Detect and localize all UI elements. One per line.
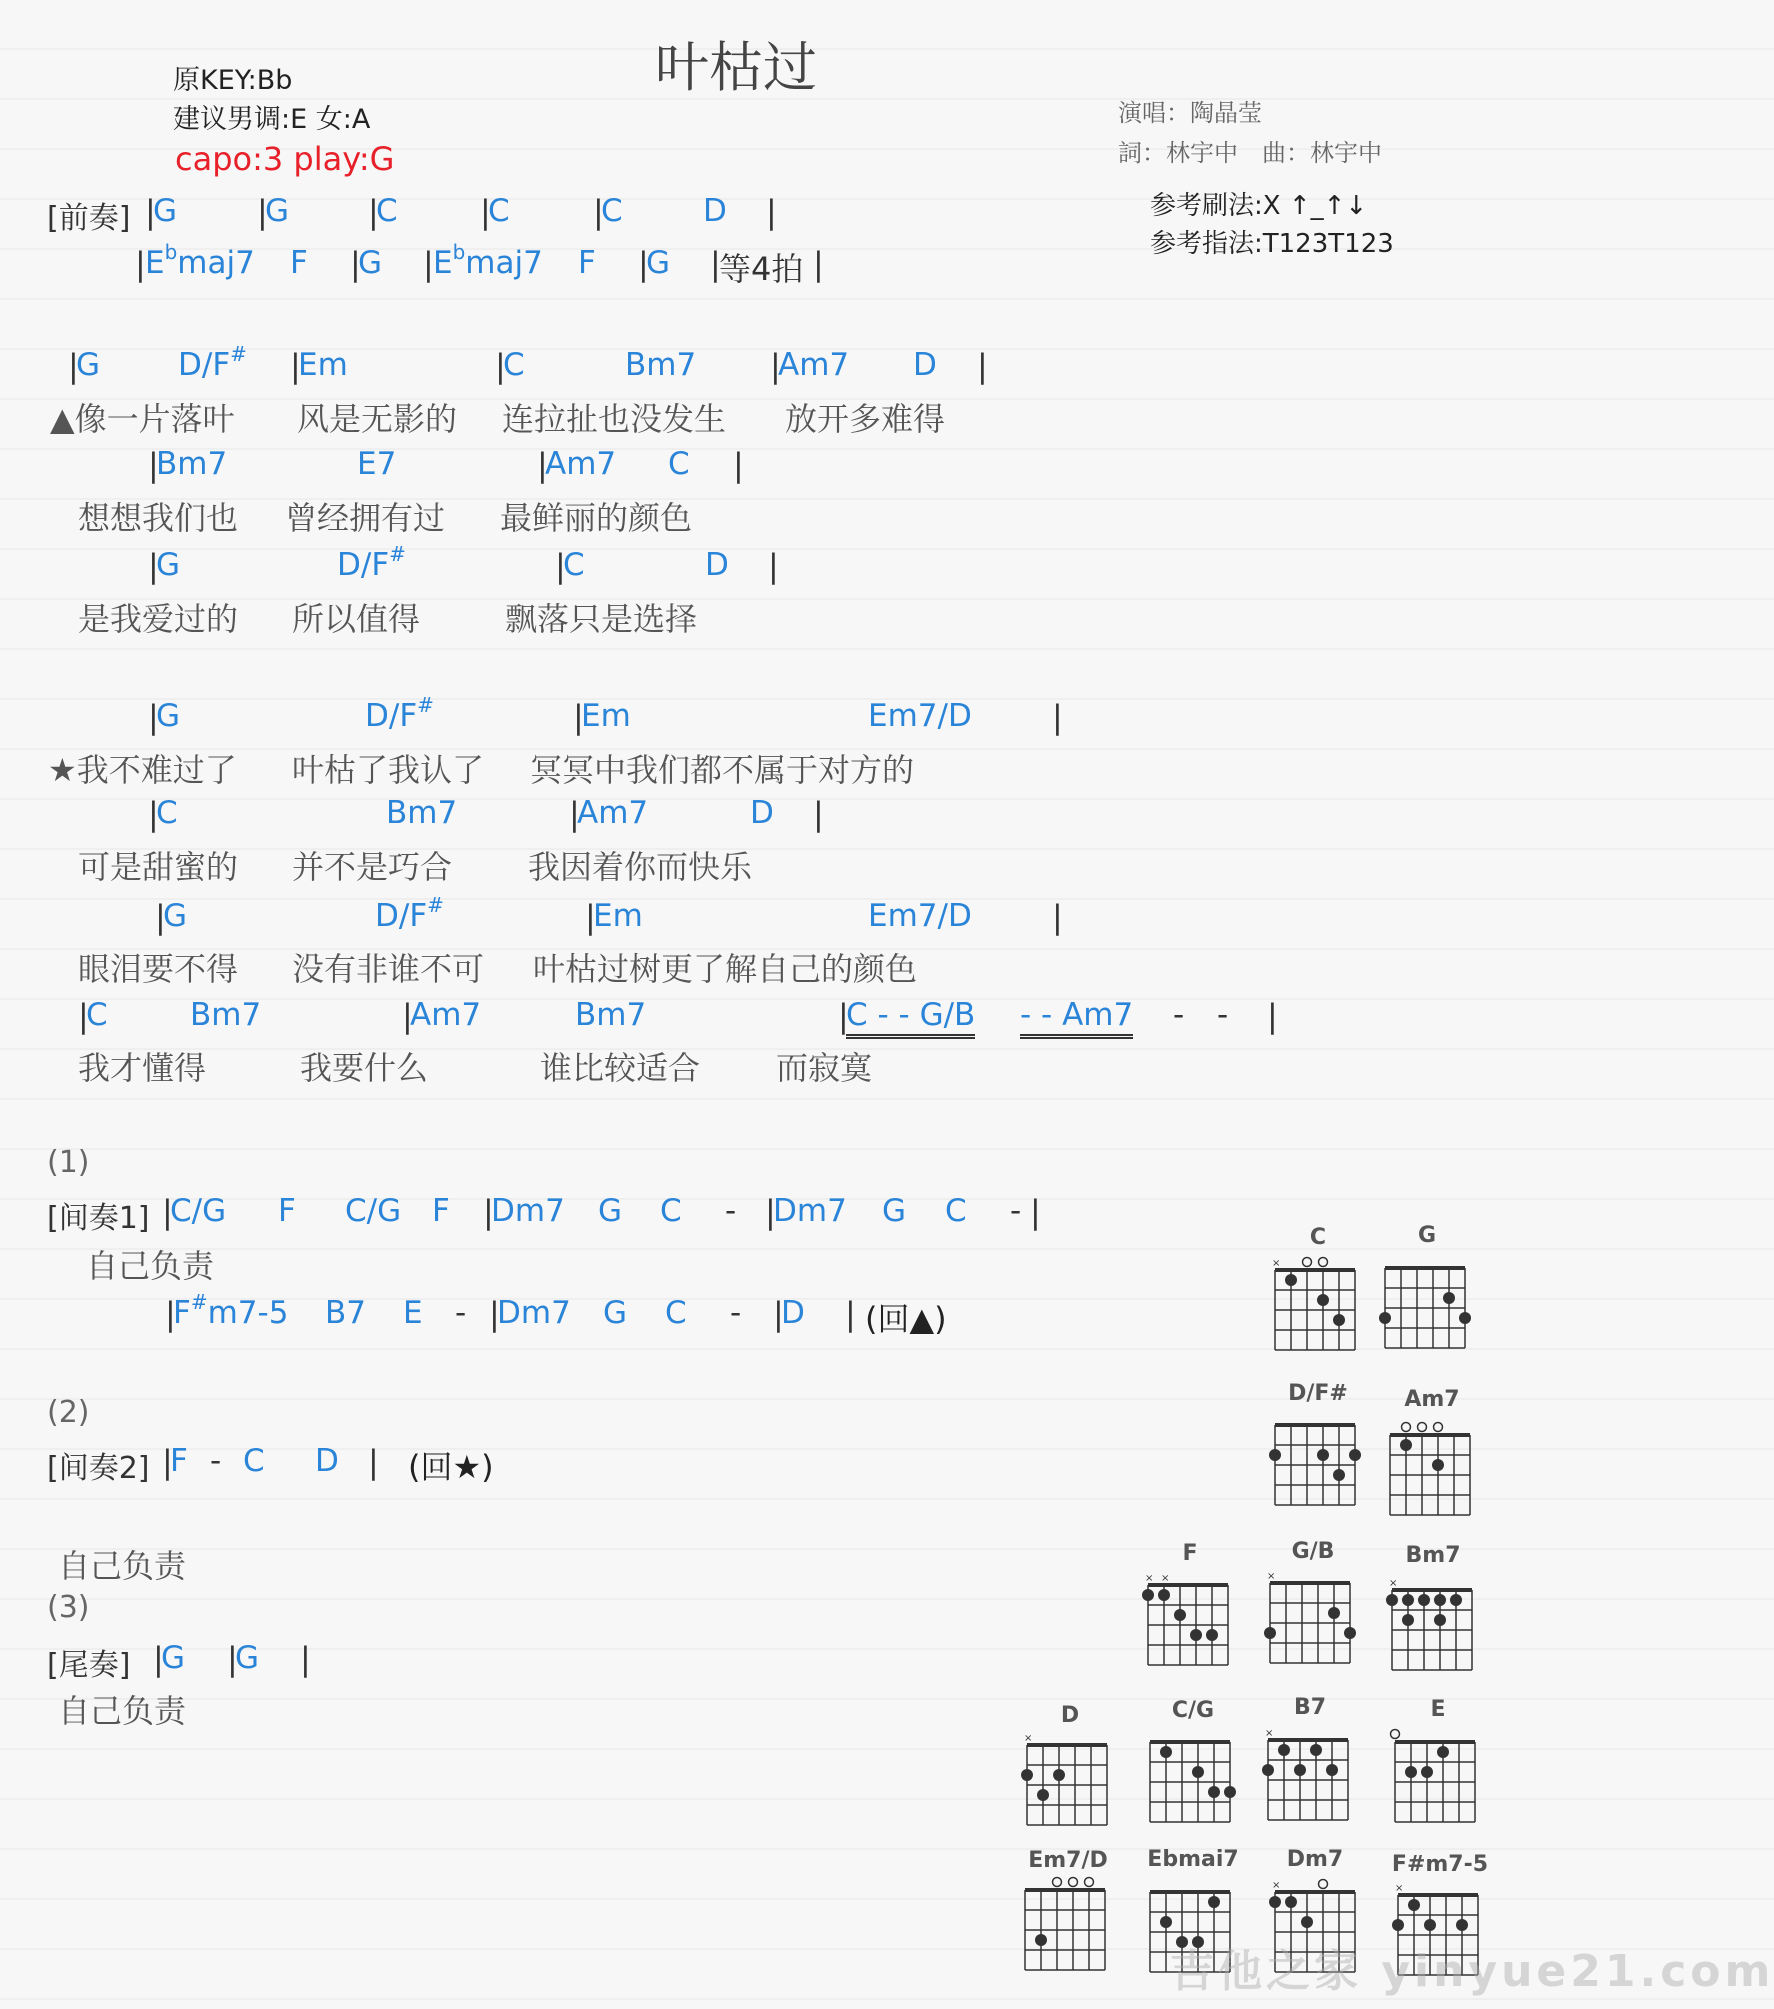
lyric: ★我不难过了 [48,751,237,789]
chord: C [243,1443,265,1479]
barline: | [148,698,159,736]
lyric: 曾经拥有过 [285,499,446,537]
chord-tied-c-gb: C - - G/B [846,997,975,1039]
finger-dot [1037,1789,1049,1801]
barline: | [165,1295,176,1333]
chord-diagram-c [1265,1256,1365,1360]
barline: | [537,446,548,484]
chord-dfsharp: D/F# [375,893,444,934]
chord: Em [298,347,348,383]
finger-dot [1392,1919,1404,1931]
chord: C [601,193,623,229]
dash: - [210,1443,222,1479]
open-string-marker [1391,1730,1400,1739]
chord-diagram-f [1138,1571,1238,1675]
diagram-label-g: G [1417,1223,1437,1248]
finger-dot [1434,1614,1446,1626]
muted-string-marker: × [1265,1728,1274,1739]
diagram-label-g-b: G/B [1291,1539,1335,1564]
open-string-marker [1319,1880,1328,1889]
finger-dot [1190,1629,1202,1641]
finger-dot [1424,1919,1436,1931]
writer-credit: 詞：林宇中 曲：林宇中 [1118,139,1382,167]
lyric: 我因着你而快乐 [528,848,753,886]
chord: G [163,898,188,934]
chord: C [660,1193,682,1229]
song-title: 叶枯过 [655,36,817,99]
finger-dot [1402,1614,1414,1626]
muted-string-marker: × [1395,1883,1404,1894]
lyric: 眼泪要不得 [78,950,239,988]
chord: G [603,1295,628,1331]
finger-dot [1269,1449,1281,1461]
barline: | [148,446,159,484]
chord: D [705,547,729,583]
suggested-key: 建议男调:E 女:A [173,104,371,135]
diagram-label-dm7: Dm7 [1286,1847,1344,1872]
finger-dot [1310,1744,1322,1756]
finger-dot [1386,1594,1398,1606]
barline: | [773,1295,784,1333]
diagram-label-em7-d: Em7/D [1028,1848,1108,1873]
diagram-label-e: E [1430,1697,1446,1722]
finger-dot [1432,1459,1444,1471]
chord: F [278,1193,296,1229]
chord: Dm7 [497,1295,571,1331]
barline: | [1267,997,1278,1035]
lyric: 我才懂得 [78,1049,207,1087]
muted-string-marker: × [1024,1733,1033,1744]
chord-dfsharp: D/F# [178,342,247,383]
finger-dot [1142,1589,1154,1601]
barline: | [423,245,434,283]
muted-string-marker: × [1267,1571,1276,1582]
lyric: 并不是巧合 [292,848,453,886]
finger-dot [1333,1469,1345,1481]
barline: | [573,698,584,736]
diagram-label-c-g: C/G [1171,1698,1215,1723]
watermark: 吉他之家 yinyue21.com [1170,1946,1774,1997]
lyric: 谁比较适合 [540,1049,701,1087]
chord: G [76,347,101,383]
lyric: 自己负责 [58,1692,187,1730]
barline: | [290,347,301,385]
intro-label: [前奏] [47,201,131,236]
finger-dot [1269,1896,1281,1908]
chord: D [315,1443,339,1479]
dash: - [1217,997,1229,1033]
barline: | [710,245,721,283]
lyric: 连拉扯也没发生 [502,400,727,438]
finger-dot [1405,1766,1417,1778]
finger-dot [1208,1896,1220,1908]
finger-dot [1285,1274,1297,1286]
muted-string-marker: × [1272,1258,1281,1269]
finger-dot [1021,1769,1033,1781]
section-number: (3) [47,1590,90,1625]
diagram-label-c: C [1309,1225,1327,1250]
chord-ebmaj7: $E^bmaj7$ [433,240,543,281]
chord: E7 [357,446,397,482]
open-string-marker [1319,1258,1328,1267]
chord-dfsharp: D/F# [337,542,406,583]
open-string-marker [1402,1423,1411,1432]
finger-dot [1459,1312,1471,1324]
barline: | [368,193,379,231]
return-to-star: (回★) [408,1448,494,1486]
finger-dot [1264,1627,1276,1639]
chord: Em7/D [868,698,972,734]
open-string-marker [1434,1423,1443,1432]
capo-info: capo:3 play:G [175,140,395,178]
barline: | [845,1295,856,1333]
finger-dot [1421,1766,1433,1778]
chord: Am7 [545,446,617,482]
chord-diagram-g [1375,1254,1475,1358]
barline: | [768,547,779,585]
chord: F [290,245,308,281]
chord: Am7 [778,347,850,383]
finger-dot [1206,1629,1218,1641]
chord: G [161,1640,186,1676]
finger-dot [1278,1744,1290,1756]
chord: G [598,1193,623,1229]
diagram-label-ebmaj7: Ebmai7 [1147,1847,1239,1872]
wait-4-beats: 等4拍 [719,250,804,288]
chord: D [781,1295,805,1331]
lyric: 我要什么 [300,1049,429,1087]
lyric: 自己负责 [58,1547,187,1585]
barline: | [153,1640,164,1678]
finger-dot [1349,1449,1361,1461]
chord-diagram-d [1017,1731,1117,1835]
barline: | [162,1193,173,1231]
chord: D [703,193,727,229]
barline: | [489,1295,500,1333]
barline: | [483,1193,494,1231]
barline: | [813,795,824,833]
finger-dot [1317,1449,1329,1461]
return-to-triangle: (回▲) [865,1300,947,1338]
interlude2-label: [间奏2] [47,1451,150,1486]
chord-fsharp-m7-5: F#m7-5 [173,1290,289,1331]
finger-dot [1402,1594,1414,1606]
section-number: (1) [47,1145,90,1180]
lyric: 所以值得 [292,600,421,638]
barline: | [838,997,849,1035]
open-string-marker [1303,1258,1312,1267]
singer-credit: 演唱：陶晶莹 [1118,99,1262,127]
lyric: 叶枯过树更了解自己的颜色 [533,950,918,988]
barline: | [555,547,566,585]
barline: | [300,1640,311,1678]
dash: - [455,1295,467,1331]
chord: Em [581,698,631,734]
finger-dot [1379,1312,1391,1324]
diagram-label-d-fsharp: D/F# [1288,1381,1348,1406]
outro-label: [尾奏] [47,1648,131,1683]
barline: | [495,347,506,385]
barline: | [257,193,268,231]
finger-dot [1035,1934,1047,1946]
barline: | [145,193,156,231]
chord-diagram-g-b [1260,1569,1360,1673]
barline: | [638,245,649,283]
chord: C [945,1193,967,1229]
lyric: 是我爱过的 [78,600,239,638]
barline: | [155,898,166,936]
finger-dot [1192,1766,1204,1778]
chord: Bm7 [625,347,697,383]
chord: C [563,547,585,583]
dash: - [1010,1193,1022,1229]
finger-pattern: 参考指法:T123T123 [1150,229,1394,259]
chord: Bm7 [190,997,262,1033]
chord: Dm7 [491,1193,565,1229]
chord: Am7 [577,795,649,831]
chord: G [153,193,178,229]
muted-string-marker: × [1145,1573,1154,1584]
chord: B7 [325,1295,366,1331]
chord: Em7/D [868,898,972,934]
barline: | [78,997,89,1035]
chord: Em [593,898,643,934]
barline: | [68,347,79,385]
lyric: 放开多难得 [785,400,946,438]
finger-dot [1443,1292,1455,1304]
dash: - [1173,997,1185,1033]
chord-diagram-b7 [1258,1726,1358,1830]
chord: Dm7 [773,1193,847,1229]
chord-diagram-am7 [1380,1421,1480,1525]
lyric: 可是甜蜜的 [78,848,239,886]
lyric: 没有非谁不可 [292,950,485,988]
finger-dot [1418,1594,1430,1606]
barline: | [766,193,777,231]
finger-dot [1434,1594,1446,1606]
chord: F [432,1193,450,1229]
muted-string-marker: × [1161,1573,1170,1584]
open-string-marker [1069,1878,1078,1887]
barline: | [350,245,361,283]
lyric: 风是无影的 [297,400,458,438]
barline: | [135,245,146,283]
section-number: (2) [47,1395,90,1430]
lyric: 冥冥中我们都不属于对方的 [530,751,915,789]
finger-dot [1344,1627,1356,1639]
finger-dot [1294,1764,1306,1776]
muted-string-marker: × [1389,1578,1398,1589]
barline: | [569,795,580,833]
chord-diagram-d-fsharp [1265,1411,1365,1515]
chord-dfsharp: D/F# [365,693,434,734]
finger-dot [1333,1314,1345,1326]
chord: C/G [170,1193,227,1229]
chord: C [86,997,108,1033]
finger-dot [1262,1764,1274,1776]
finger-dot [1285,1896,1297,1908]
finger-dot [1053,1769,1065,1781]
finger-dot [1160,1916,1172,1928]
barline: | [227,1640,238,1678]
chord: D [750,795,774,831]
chord: G [235,1640,260,1676]
original-key: 原KEY:Bb [173,65,293,96]
barline: | [813,245,824,283]
barline: | [977,347,988,385]
barline: | [148,547,159,585]
finger-dot [1317,1294,1329,1306]
finger-dot [1326,1764,1338,1776]
finger-dot [1224,1786,1236,1798]
chord-diagram-bm7 [1382,1576,1482,1680]
chord: E [403,1295,423,1331]
finger-dot [1208,1786,1220,1798]
finger-dot [1174,1609,1186,1621]
barline: | [1030,1193,1041,1231]
barline: | [148,795,159,833]
barline: | [368,1443,379,1481]
chord: D [913,347,937,383]
lyric: 最鲜丽的颜色 [500,499,693,537]
open-string-marker [1053,1878,1062,1887]
chord-ebmaj7: $E^bmaj7$ [145,240,255,281]
chord: G [156,547,181,583]
barline: | [1052,898,1063,936]
barline: | [162,1443,173,1481]
interlude1-label: [间奏1] [47,1201,150,1236]
finger-dot [1158,1589,1170,1601]
diagram-label-b7: B7 [1293,1695,1327,1720]
diagram-label-fsharp-m7-5: F#m7-5 [1391,1852,1489,1877]
diagram-label-d: D [1060,1703,1080,1728]
lyric: 叶枯了我认了 [292,751,485,789]
chord: C [376,193,398,229]
finger-dot [1400,1439,1412,1451]
chord: C [503,347,525,383]
barline: | [733,446,744,484]
lyric: 想想我们也 [78,499,239,537]
chord: G [882,1193,907,1229]
diagram-label-f: F [1182,1541,1198,1566]
chord: C [156,795,178,831]
barline: | [1052,698,1063,736]
chord: C/G [345,1193,402,1229]
dash: - [730,1295,742,1331]
lyric: 自己负责 [86,1247,215,1285]
barline: | [480,193,491,231]
lyric: 而寂寞 [776,1049,873,1087]
lyric: ▲像一片落叶 [50,400,235,438]
chord: G [156,698,181,734]
open-string-marker [1085,1878,1094,1887]
muted-string-marker: × [1272,1880,1281,1891]
dash: - [725,1193,737,1229]
chord-diagram-c-g [1140,1728,1240,1832]
chord-tied-am7: - - Am7 [1020,997,1133,1033]
barline: | [402,997,413,1035]
chord: Bm7 [575,997,647,1033]
chord: Bm7 [386,795,458,831]
chord: G [265,193,290,229]
diagram-label-am7: Am7 [1404,1387,1460,1412]
chord: C [668,446,690,482]
barline: | [593,193,604,231]
finger-dot [1408,1899,1420,1911]
strum-pattern: 参考刷法:X ↑_↑↓ [1150,191,1368,221]
finger-dot [1328,1607,1340,1619]
open-string-marker [1418,1423,1427,1432]
lyric: 飘落只是选择 [505,600,698,638]
chord: Am7 [410,997,482,1033]
barline: | [770,347,781,385]
chord: C [665,1295,687,1331]
diagram-label-bm7: Bm7 [1405,1543,1461,1568]
barline: | [765,1193,776,1231]
chord: F [578,245,596,281]
chord: G [646,245,671,281]
chord-diagram-e [1385,1728,1485,1832]
chord: G [358,245,383,281]
chord: Bm7 [156,446,228,482]
finger-dot [1160,1746,1172,1758]
chord-diagram-em7-d [1015,1876,1115,1980]
chord: C [488,193,510,229]
finger-dot [1450,1594,1462,1606]
finger-dot [1437,1746,1449,1758]
finger-dot [1301,1916,1313,1928]
chord: F [170,1443,188,1479]
finger-dot [1456,1919,1468,1931]
barline: | [585,898,596,936]
